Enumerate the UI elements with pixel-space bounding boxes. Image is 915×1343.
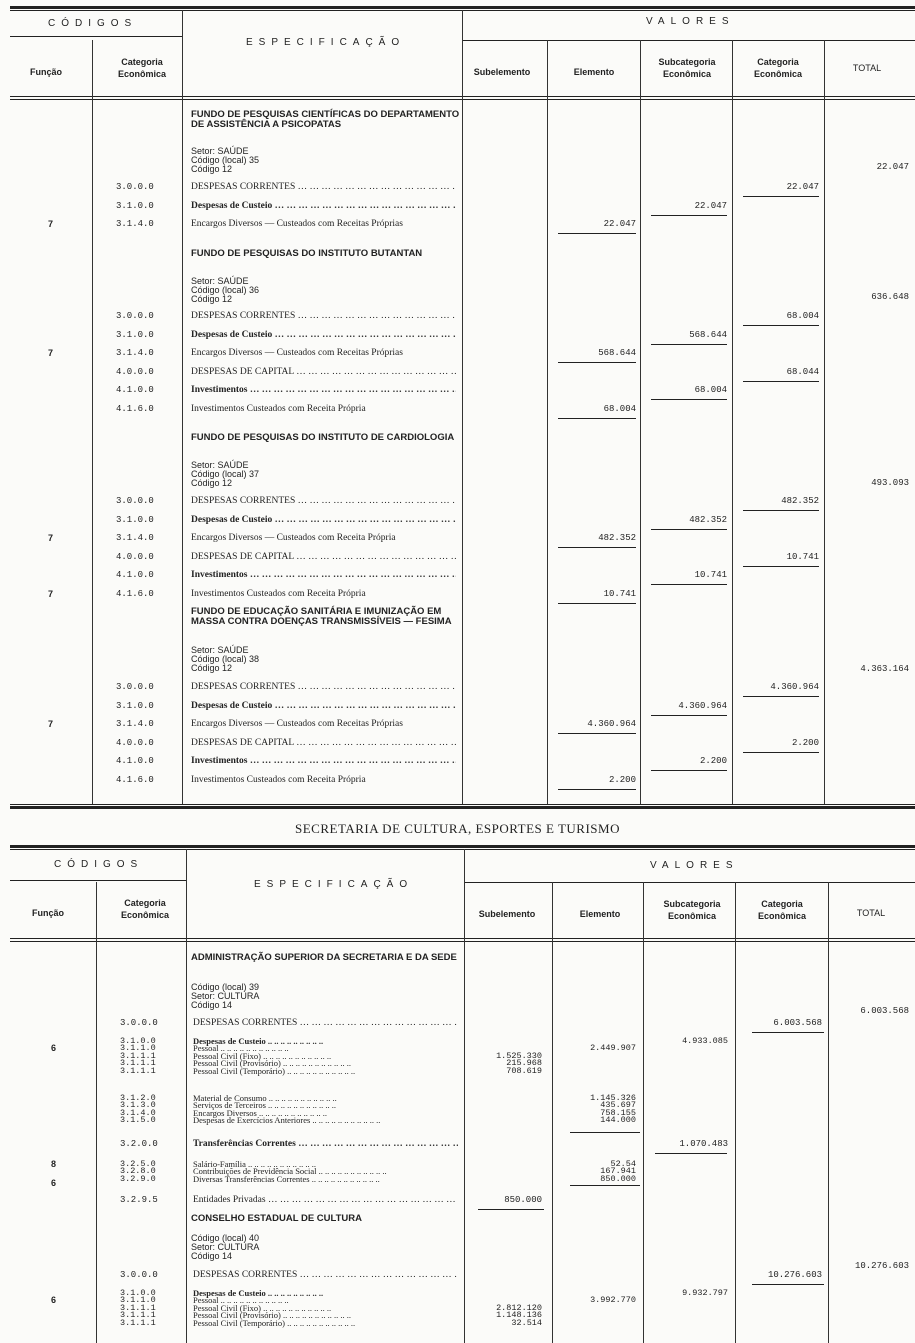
row-category: 3.1.4.0 xyxy=(116,219,154,229)
row-subelemento-value: 850.000 xyxy=(504,1195,542,1205)
row-description: Despesas de Custeio … … … … … … … … … … … … … … … … … … … xyxy=(191,328,456,342)
sum-rule xyxy=(651,215,727,216)
row-category: 4.0.0.0 xyxy=(116,366,154,377)
group-description: Encargos Diversos .. .. .. .. .. .. .. .. .. .. .. xyxy=(193,1108,327,1118)
row-category: 3.0.0.0 xyxy=(116,311,154,321)
header-categoria-valor: Categoria Econômica xyxy=(757,899,806,921)
group-value: 708.619 xyxy=(506,1065,542,1076)
block-meta: Código 14 xyxy=(191,1251,233,1261)
header-especificacao: ESPECIFICAÇÃO xyxy=(246,37,406,48)
group-description: Pessoal .. .. .. .. .. .. .. .. .. .. .. xyxy=(193,1044,289,1054)
sum-rule xyxy=(655,1153,727,1154)
header-categoria: Categoria Econômica xyxy=(117,57,166,79)
top-rule xyxy=(10,6,915,9)
table-row xyxy=(0,346,915,360)
top-rule-thin xyxy=(10,849,915,850)
row-function: 7 xyxy=(48,219,54,229)
row-catv-value: 22.047 xyxy=(786,182,819,192)
group-subcategoria: 9.932.797 xyxy=(682,1288,728,1298)
table-row xyxy=(0,568,915,582)
group-description: Salário-Família .. .. .. .. .. .. .. .. .. .. .. xyxy=(193,1160,317,1169)
group-value: 758.155 xyxy=(600,1107,636,1118)
group-description: Despesas de Custeio .. .. .. .. .. .. .. .. .. xyxy=(193,1037,324,1046)
row-catv-value: 2.200 xyxy=(791,737,819,748)
header-categoria-valor: Categoria Econômica xyxy=(753,57,802,79)
sum-rule xyxy=(478,1209,544,1210)
row-category: 3.0.0.0 xyxy=(116,182,154,192)
table-row xyxy=(0,736,915,750)
row-category: 3.1.4.0 xyxy=(116,533,154,543)
table-row xyxy=(0,494,915,508)
sum-rule xyxy=(558,362,636,363)
row-description: DESPESAS CORRENTES … … … … … … … … … … … … … … … … … … … xyxy=(193,1016,458,1030)
sum-rule xyxy=(651,529,727,530)
row-description: DESPESAS CORRENTES … … … … … … … … … … … … … … … … … … … xyxy=(193,1268,458,1282)
block-total: 22.047 xyxy=(876,162,909,172)
table-row xyxy=(0,1016,915,1030)
group-line: 3.1.3.0 xyxy=(120,1100,156,1111)
sum-rule xyxy=(558,418,636,419)
row-function: 7 xyxy=(48,719,54,729)
group-line: 3.1.0.0 xyxy=(120,1288,156,1298)
header-subcategoria: Subcategoria Econômica xyxy=(663,899,721,921)
row-catv-value: 482.352 xyxy=(781,496,819,506)
row-description: Investimentos Custeados com Receita Própria xyxy=(191,588,366,599)
group-description: Contribuições de Previdência Social .. .. .. .. .. .. .. .. .. .. .. xyxy=(193,1167,387,1177)
block-total: 636.648 xyxy=(871,292,909,302)
group-description: Pessoal Civil (Provisório) .. .. .. .. .. .. .. .. .. .. .. xyxy=(193,1311,351,1321)
block-meta: Código (local) 39 xyxy=(191,982,260,992)
table-row xyxy=(0,217,915,231)
group-description: Pessoal .. .. .. .. .. .. .. .. .. .. .. xyxy=(193,1296,289,1306)
group-line: 3.1.1.1 xyxy=(120,1058,156,1069)
group-value: 435.697 xyxy=(600,1100,636,1111)
block-meta: Setor: CULTURA xyxy=(191,991,260,1001)
header-funcao: Função xyxy=(29,67,62,77)
row-description: DESPESAS CORRENTES … … … … … … … … … … … … … … … … … … … xyxy=(191,180,456,194)
group-value: 850.000 xyxy=(600,1173,636,1184)
sum-rule xyxy=(558,233,636,234)
row-catv-value: 4.360.964 xyxy=(770,682,819,692)
table-row xyxy=(0,365,915,379)
header-total: TOTAL xyxy=(856,908,886,918)
row-category: 4.1.6.0 xyxy=(116,774,154,785)
row-category: 4.1.6.0 xyxy=(116,588,154,599)
row-description: Encargos Diversos — Custeados com Receitas Próprias xyxy=(191,348,403,358)
group-function: 6 xyxy=(51,1043,57,1054)
header-valores: VALORES xyxy=(646,16,735,27)
row-description: DESPESAS CORRENTES … … … … … … … … … … … … … … … … … … … xyxy=(191,309,456,323)
sum-rule xyxy=(651,715,727,716)
row-description: Despesas de Custeio … … … … … … … … … … … … … … … … … … … xyxy=(191,199,456,213)
sum-rule xyxy=(558,603,636,604)
row-category: 3.2.0.0 xyxy=(120,1139,158,1149)
row-description: DESPESAS CORRENTES … … … … … … … … … … … … … … … … … … … xyxy=(191,680,456,694)
row-category: 3.0.0.0 xyxy=(116,496,154,506)
group-value: 1.525.330 xyxy=(496,1050,542,1061)
header-total: TOTAL xyxy=(852,63,882,73)
group-line: 3.1.1.1 xyxy=(120,1065,156,1076)
group-value: 3.992.770 xyxy=(590,1295,636,1306)
row-function: 7 xyxy=(48,348,54,358)
row-catv-value: 68.044 xyxy=(786,366,819,377)
header-valores: VALORES xyxy=(650,860,739,871)
block-meta: Setor: SAÚDE xyxy=(191,645,249,655)
row-description: Investimentos Custeados com Receita Própria xyxy=(191,774,366,785)
block-total: 6.003.568 xyxy=(860,1006,909,1016)
table-row xyxy=(0,1268,915,1282)
row-category: 4.1.0.0 xyxy=(116,756,154,766)
group-line: 3.2.8.0 xyxy=(120,1166,156,1177)
table-row xyxy=(0,328,915,342)
row-category: 3.1.4.0 xyxy=(116,719,154,729)
group-function: 6 xyxy=(51,1295,57,1306)
header-subcategoria: Subcategoria Econômica xyxy=(658,57,716,79)
group-description: Pessoal Civil (Temporário) .. .. .. .. .. .. .. .. .. .. .. xyxy=(193,1066,356,1076)
group-function: 8 xyxy=(51,1159,57,1169)
sum-rule xyxy=(558,789,636,790)
row-description: DESPESAS DE CAPITAL … … … … … … … … … … … … … … … … … … … xyxy=(191,550,456,564)
group-line: 3.1.1.1 xyxy=(120,1310,156,1321)
table-row xyxy=(0,587,915,601)
sum-rule xyxy=(651,344,727,345)
table-row xyxy=(0,309,915,323)
block-total: 4.363.164 xyxy=(860,664,909,674)
row-category: 4.1.6.0 xyxy=(116,403,154,414)
row-description: Investimentos … … … … … … … … … … … … … … … … … … … xyxy=(191,754,456,768)
row-category: 3.0.0.0 xyxy=(120,1270,158,1280)
header-bottom-rule-2 xyxy=(10,941,915,942)
block-meta: Código 12 xyxy=(191,294,233,304)
block-title: CONSELHO ESTADUAL DE CULTURA xyxy=(191,1213,362,1224)
group-value: 32.514 xyxy=(511,1317,542,1328)
row-subcat-value: 2.200 xyxy=(699,756,727,766)
row-description: DESPESAS DE CAPITAL … … … … … … … … … … … … … … … … … … … xyxy=(191,365,456,379)
sum-rule xyxy=(651,770,727,771)
row-description: Encargos Diversos — Custeados com Receitas Próprias xyxy=(191,719,403,729)
row-category: 4.0.0.0 xyxy=(116,737,154,748)
row-category: 3.1.0.0 xyxy=(116,700,154,711)
row-category: 3.1.4.0 xyxy=(116,348,154,358)
row-description: Investimentos … … … … … … … … … … … … … … … … … … … xyxy=(191,568,456,582)
row-subcat-value: 68.004 xyxy=(694,385,727,395)
group-line: 3.1.2.0 xyxy=(120,1093,156,1103)
group-line: 3.2.5.0 xyxy=(120,1159,156,1169)
group-description: Diversas Transferências Correntes .. .. .. .. .. .. .. .. .. .. .. xyxy=(193,1174,380,1184)
row-description: DESPESAS CORRENTES … … … … … … … … … … … … … … … … … … … xyxy=(191,494,456,508)
header-codigos: CÓDIGOS xyxy=(48,18,138,29)
group-value: 1.145.326 xyxy=(590,1093,636,1103)
group-subcategoria: 4.933.085 xyxy=(682,1036,728,1046)
row-description: Despesas de Custeio … … … … … … … … … … … … … … … … … … … xyxy=(191,513,456,527)
row-category: 3.1.0.0 xyxy=(116,200,154,211)
group-function: 6 xyxy=(51,1177,57,1188)
row-description: Encargos Diversos — Custeados com Receita Própria xyxy=(191,533,396,543)
block-meta: Código (local) 35 xyxy=(191,155,260,165)
header-elemento: Elemento xyxy=(573,67,615,77)
sum-rule xyxy=(743,510,819,511)
block-meta: Setor: SAÚDE xyxy=(191,460,249,470)
group-description: Pessoal Civil (Fixo) .. .. .. .. .. .. .. .. .. .. .. xyxy=(193,1303,332,1313)
row-categoria-value: 6.003.568 xyxy=(773,1018,822,1028)
block-meta: Setor: CULTURA xyxy=(191,1242,260,1252)
block-title: FUNDO DE PESQUISAS DO INSTITUTO BUTANTAN xyxy=(191,248,423,259)
row-subcategoria-value: 1.070.483 xyxy=(679,1139,728,1149)
header-codigos: CÓDIGOS xyxy=(54,859,144,870)
row-description: Encargos Diversos — Custeados com Receitas Próprias xyxy=(191,219,403,229)
table-row xyxy=(0,402,915,416)
group-line: 3.1.1.1 xyxy=(120,1302,156,1313)
row-catv-value: 68.004 xyxy=(786,311,819,321)
block-title: FUNDO DE PESQUISAS DO INSTITUTO DE CARDIOLOGIA xyxy=(191,432,455,443)
group-description: Pessoal Civil (Provisório) .. .. .. .. .. .. .. .. .. .. .. xyxy=(193,1059,351,1069)
group-description: Despesas de Custeio .. .. .. .. .. .. .. .. .. xyxy=(193,1289,324,1298)
group-value: 215.968 xyxy=(506,1058,542,1069)
header-funcao: Função xyxy=(31,908,64,918)
row-description: DESPESAS DE CAPITAL … … … … … … … … … … … … … … … … … … … xyxy=(191,736,456,750)
sum-rule xyxy=(743,566,819,567)
row-subcat-value: 22.047 xyxy=(694,200,727,211)
row-subcat-value: 10.741 xyxy=(694,570,727,580)
header-subelemento: Subelemento xyxy=(478,909,536,919)
row-el-value: 2.200 xyxy=(608,774,636,785)
group-description: Material de Consumo .. .. .. .. .. .. .. .. .. .. .. xyxy=(193,1094,337,1103)
group-line: 3.1.1.1 xyxy=(120,1317,156,1328)
table-bottom-rule xyxy=(10,804,915,805)
row-function: 7 xyxy=(48,588,54,599)
group-value: 1.148.136 xyxy=(496,1310,542,1321)
group-line: 3.1.1.0 xyxy=(120,1295,156,1306)
header-valores-rule xyxy=(464,882,915,883)
table-bottom-rule-thick xyxy=(10,806,915,809)
row-description: Despesas de Custeio … … … … … … … … … … … … … … … … … … … xyxy=(191,699,456,713)
header-categoria: Categoria Econômica xyxy=(120,898,169,920)
row-catv-value: 10.741 xyxy=(786,551,819,562)
group-description: Pessoal Civil (Temporário) .. .. .. .. .. .. .. .. .. .. .. xyxy=(193,1318,356,1328)
group-description: Pessoal Civil (Fixo) .. .. .. .. .. .. .. .. .. .. .. xyxy=(193,1051,332,1061)
table-row xyxy=(0,1137,915,1151)
row-category: 3.2.9.5 xyxy=(120,1195,158,1205)
row-subcat-value: 4.360.964 xyxy=(678,700,727,711)
group-value: 144.000 xyxy=(600,1115,636,1126)
sum-rule xyxy=(558,547,636,548)
section-title: SECRETARIA DE CULTURA, ESPORTES E TURISMO xyxy=(295,821,620,836)
sum-rule xyxy=(558,733,636,734)
table-row xyxy=(0,383,915,397)
group-value: 2.449.907 xyxy=(590,1043,636,1054)
sum-rule xyxy=(743,381,819,382)
block-title: FUNDO DE PESQUISAS CIENTÍFICAS DO DEPARTAMENTO DE ASSISTÊNCIA A PSICOPATAS xyxy=(191,109,460,130)
block-meta: Código 12 xyxy=(191,478,233,488)
table-row xyxy=(0,717,915,731)
table-row xyxy=(0,531,915,545)
row-categoria-value: 10.276.603 xyxy=(767,1270,822,1280)
block-meta: Código (local) 40 xyxy=(191,1233,260,1243)
row-category: 4.1.0.0 xyxy=(116,385,154,395)
header-especificacao: ESPECIFICAÇÃO xyxy=(254,879,414,890)
block-total: 10.276.603 xyxy=(854,1261,909,1271)
row-subcat-value: 568.644 xyxy=(689,329,727,340)
header-bottom-rule xyxy=(10,938,915,939)
block-meta: Código 12 xyxy=(191,663,233,673)
table-row xyxy=(0,550,915,564)
row-el-value: 568.644 xyxy=(598,348,636,358)
sum-rule xyxy=(752,1284,824,1285)
group-line: 3.1.0.0 xyxy=(120,1036,156,1046)
row-function: 7 xyxy=(48,533,54,543)
block-title: ADMINISTRAÇÃO SUPERIOR DA SECRETARIA E DA SEDE xyxy=(191,952,457,963)
group-description: Serviços de Terceiros .. .. .. .. .. .. .. .. .. .. .. xyxy=(193,1101,337,1111)
block-meta: Código 14 xyxy=(191,1000,233,1010)
group-value: 2.812.120 xyxy=(496,1302,542,1313)
block-meta: Código 12 xyxy=(191,164,233,174)
block-meta: Código (local) 38 xyxy=(191,654,260,664)
row-subcat-value: 482.352 xyxy=(689,514,727,525)
table-row xyxy=(0,180,915,194)
row-el-value: 4.360.964 xyxy=(587,719,636,729)
sum-rule xyxy=(743,196,819,197)
header-codigos-rule xyxy=(10,36,182,37)
row-category: 3.1.0.0 xyxy=(116,514,154,525)
row-description: Entidades Privadas … … … … … … … … … … … … … … … … … … … xyxy=(193,1193,458,1207)
table-row xyxy=(0,754,915,768)
group-line: 3.1.4.0 xyxy=(120,1107,156,1118)
block-total: 493.093 xyxy=(871,478,909,488)
table-row xyxy=(0,199,915,213)
row-description: Investimentos … … … … … … … … … … … … … … … … … … … xyxy=(191,383,456,397)
group-line: 3.1.5.0 xyxy=(120,1115,156,1126)
row-description: Transferências Correntes … … … … … … … … … … … … … … … … … … … xyxy=(193,1137,458,1151)
header-subelemento: Subelemento xyxy=(473,67,531,77)
table-row xyxy=(0,773,915,787)
sum-rule xyxy=(570,1185,640,1186)
row-category: 4.0.0.0 xyxy=(116,551,154,562)
group-value: 52.54 xyxy=(610,1159,636,1169)
group-line: 3.1.1.0 xyxy=(120,1043,156,1054)
block-meta: Setor: SAÚDE xyxy=(191,276,249,286)
row-el-value: 22.047 xyxy=(603,219,636,229)
sum-rule xyxy=(651,399,727,400)
table-row xyxy=(0,1193,915,1207)
group-line: 3.2.9.0 xyxy=(120,1173,156,1184)
block-meta: Setor: SAÚDE xyxy=(191,146,249,156)
group-line: 3.1.1.1 xyxy=(120,1050,156,1061)
group-value: 167.941 xyxy=(600,1166,636,1177)
sum-rule xyxy=(651,584,727,585)
table-row xyxy=(0,680,915,694)
header-elemento: Elemento xyxy=(579,909,621,919)
sum-rule xyxy=(743,696,819,697)
row-category: 3.0.0.0 xyxy=(120,1018,158,1028)
sum-rule xyxy=(743,752,819,753)
header-codigos-rule xyxy=(10,880,186,881)
block-title: FUNDO DE EDUCAÇÃO SANITÁRIA E IMUNIZAÇÃO EM MASSA CONTRA DOENÇAS TRANSMISSÍVEIS — FESIMA xyxy=(191,606,452,627)
row-description: Investimentos Custeados com Receita Própria xyxy=(191,403,366,414)
sum-rule xyxy=(570,1132,640,1133)
row-el-value: 10.741 xyxy=(603,588,636,599)
group-description: Despesas de Exercícios Anteriores .. .. .. .. .. .. .. .. .. .. .. xyxy=(193,1116,381,1126)
row-category: 4.1.0.0 xyxy=(116,570,154,580)
row-el-value: 482.352 xyxy=(598,533,636,543)
table-row xyxy=(0,699,915,713)
row-el-value: 68.004 xyxy=(603,403,636,414)
sum-rule xyxy=(752,1032,824,1033)
row-category: 3.0.0.0 xyxy=(116,682,154,692)
sum-rule xyxy=(743,325,819,326)
block-meta: Código (local) 37 xyxy=(191,469,260,479)
header-valores-rule xyxy=(462,40,915,41)
row-category: 3.1.0.0 xyxy=(116,329,154,340)
top-rule xyxy=(10,845,915,848)
block-meta: Código (local) 36 xyxy=(191,285,260,295)
table-row xyxy=(0,513,915,527)
